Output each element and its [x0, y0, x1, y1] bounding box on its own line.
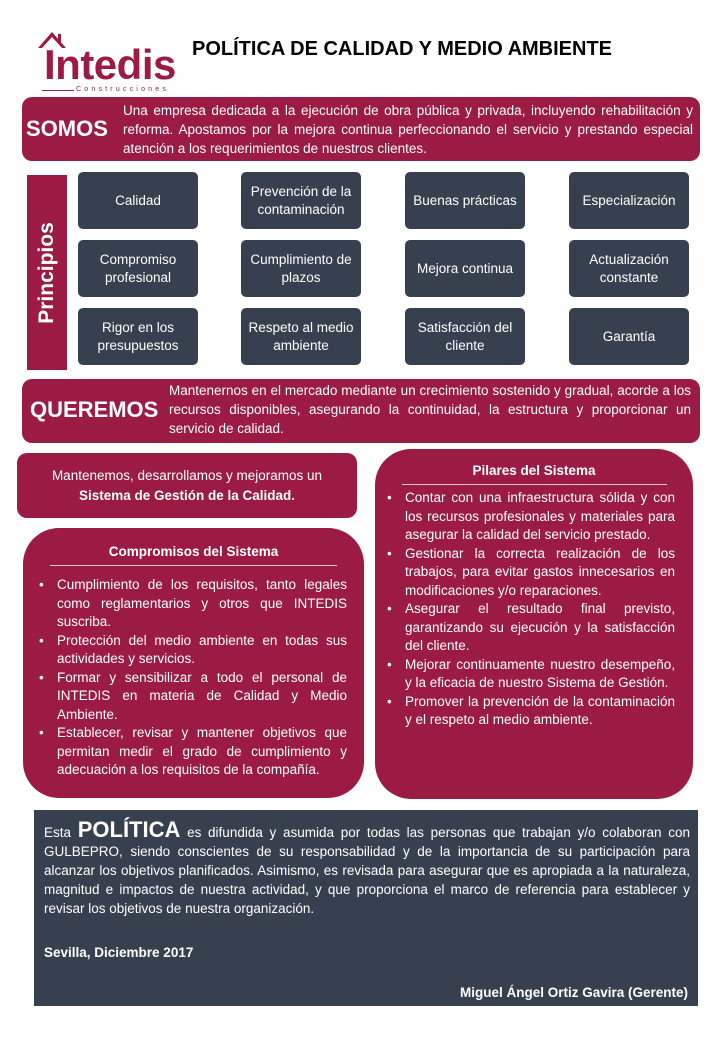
policy-date: Sevilla, Diciembre 2017 — [44, 945, 194, 960]
list-item: • Protección del medio ambiente en todas sus actividades y servicios. — [37, 632, 347, 669]
company-logo — [38, 30, 188, 95]
policy-prefix: Esta — [44, 825, 72, 840]
gestion-text: Mantenemos, desarrollamos y mejoramos un — [51, 468, 323, 483]
list-item: • Formar y sensibilizar a todo el personal de INTEDIS en materia de Calidad y Medio Ambiente. — [37, 669, 347, 725]
compromisos-panel — [23, 528, 364, 798]
policy-text: es difundida y asumida por todas las personas que trabajan y/o colaboran con GULBEPRO, siendo conscientes de su responsabilidad y de la importancia de su participación para alcanzar los objetivos planificados. Asimismo, es revisada para asegurar que es apropiada a la naturaleza, magnitud e impactos de nuestra actividad, y que proporciona el marco de referencia para establecer y revisar los objetivos de nuestra organización. — [44, 825, 690, 916]
logo-subtitle: Construcciones — [76, 86, 170, 93]
principle-box: Compromiso profesional — [78, 240, 198, 297]
queremos-label: QUEREMOS — [30, 397, 159, 422]
heading-divider — [50, 565, 337, 566]
principios-label: Principios — [35, 221, 58, 324]
list-item: • Establecer, revisar y mantener objetivos que permitan medir el grado de cumplimiento y adecuación a los requisitos de la compañía. — [37, 724, 347, 780]
queremos-section — [22, 379, 700, 443]
policy-highlight: POLÍTICA — [77, 817, 181, 842]
pilares-heading: Pilares del Sistema — [472, 463, 596, 478]
principle-box: Cumplimiento de plazos — [241, 240, 361, 297]
principle-box: Calidad — [78, 172, 198, 229]
policy-statement — [44, 817, 690, 918]
principle-box: Respeto al medio ambiente — [241, 308, 361, 365]
principle-box: Especialización — [569, 172, 689, 229]
somos-text: Una empresa dedicada a la ejecución de obra pública y privada, incluyendo rehabilitación y reforma. Apostamos por la mejora continua perfeccionando el servicio y prestando especial atención a los requerimientos de nuestros clientes. — [123, 103, 693, 156]
queremos-text: Mantenernos en el mercado mediante un crecimiento sostenido y gradual, acorde a los recursos disponibles, asegurando la continuidad, la estructura y proporcionar un servicio de calidad. — [169, 383, 691, 436]
principle-box: Buenas prácticas — [405, 172, 525, 229]
list-item: • Mejorar continuamente nuestro desempeño, y la eficacia de nuestro Sistema de Gestión. — [385, 656, 675, 693]
policy-signature: Miguel Ángel Ortiz Gavira (Gerente) — [459, 985, 688, 1000]
list-item: • Contar con una infraestructura sólida y con los recursos profesionales y materiales para asegurar la calidad del servicio prestado. — [385, 489, 675, 545]
principle-box: Prevención de la contaminación — [241, 172, 361, 229]
page-title: POLÍTICA DE CALIDAD Y MEDIO AMBIENTE — [192, 38, 613, 60]
somos-label: SOMOS — [26, 116, 108, 141]
principle-box: Rigor en los presupuestos — [78, 308, 198, 365]
somos-section — [22, 97, 700, 161]
logo-underline — [42, 90, 74, 91]
heading-divider — [402, 484, 667, 485]
compromisos-list — [37, 576, 347, 780]
list-item: • Promover la prevención de la contaminación y el respeto al medio ambiente. — [385, 693, 675, 730]
compromisos-heading: Compromisos del Sistema — [108, 544, 279, 559]
logo-name: Intedis — [44, 41, 176, 88]
pilares-list — [385, 489, 675, 730]
principle-box: Actualización constante — [569, 240, 689, 297]
pilares-panel — [375, 449, 693, 799]
principle-box: Satisfacción del cliente — [405, 308, 525, 365]
principle-box: Mejora continua — [405, 240, 525, 297]
principle-box: Garantía — [569, 308, 689, 365]
principios-tab — [27, 175, 67, 370]
list-item: • Cumplimiento de los requisitos, tanto legales como reglamentarios y otros que INTEDIS suscriba. — [37, 576, 347, 632]
policy-footer — [34, 810, 698, 1006]
list-item: • Asegurar el resultado final previsto, garantizando su ejecución y la satisfacción del cliente. — [385, 600, 675, 656]
gestion-box — [17, 453, 357, 518]
list-item: • Gestionar la correcta realización de los trabajos, para evitar gastos innecesarios en modificaciones y/o reparaciones. — [385, 545, 675, 601]
gestion-text-bold: Sistema de Gestión de la Calidad. — [78, 488, 296, 503]
